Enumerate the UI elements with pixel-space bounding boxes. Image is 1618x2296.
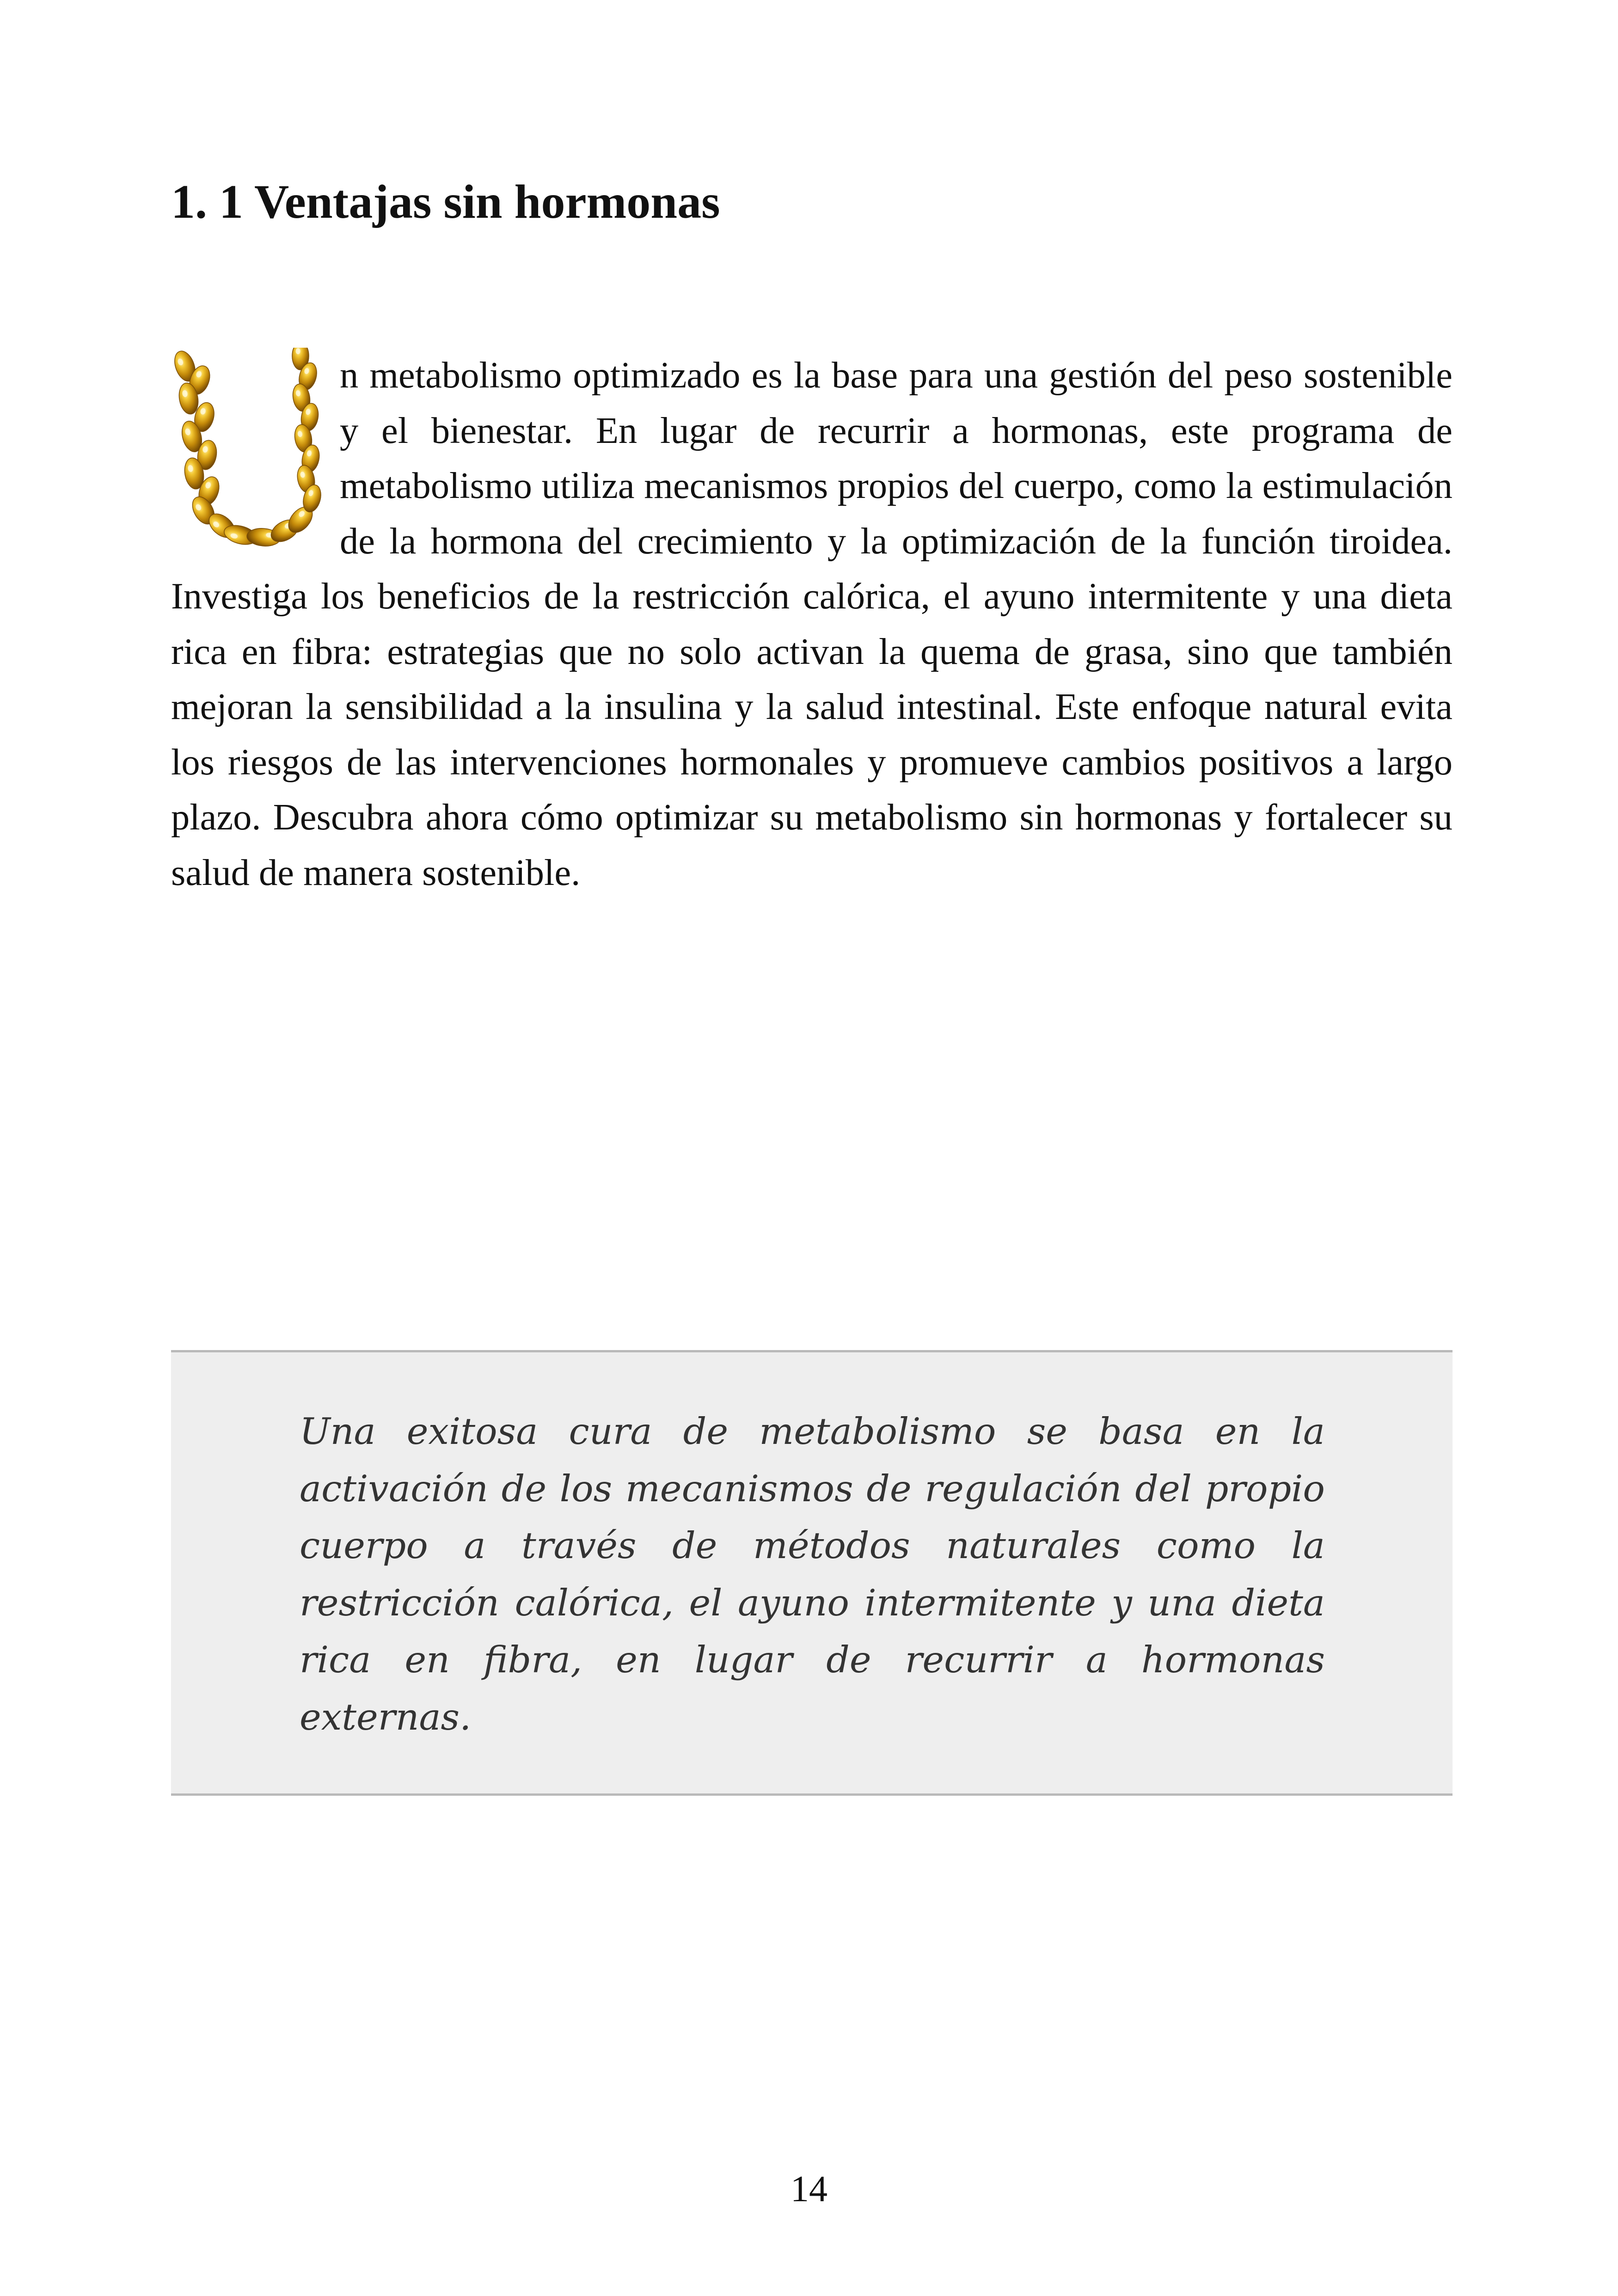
body-paragraph: n metabolismo optimizado es la base para una gestión del peso sostenible y el bienestar. En lugar de recurrir a hormonas, este programa de metabolismo utiliza mecanismos propios del cuerpo, como la estimulación de la hormona del crecimiento y la optimización de la función tiroidea. Investiga los beneficios de la restricción calórica, el ayuno intermitente y una dieta rica en fibra: estrategias que no solo activan la quema de grasa, sino que también mejoran la sensibilidad a la insulina y la salud intestinal. Este enfoque natural evita los riesgos de las intervenciones hormonales y promueve cambios positivos a largo plazo. Descubra ahora cómo optimizar su metabolismo sin hormonas y fortalecer su salud de manera sostenible. [171,355,1453,893]
body-section [171,348,1453,900]
callout-text: Una exitosa cura de metabolismo se basa en la activación de los mecanismos de regulación del propio cuerpo a través de métodos naturales como la restricción calórica, el ayuno intermitente y una dieta rica en fibra, en lugar de recurrir a hormonas externas. [300,1410,1325,1738]
capsule-letter-u-icon [171,348,340,565]
capsule-group [171,348,324,548]
callout-box [171,1350,1453,1796]
capsule-highlight [296,348,300,354]
section-title: 1. 1 Ventajas sin hormonas [171,175,720,228]
drop-cap [171,348,340,565]
page-number: 14 [791,2169,827,2210]
